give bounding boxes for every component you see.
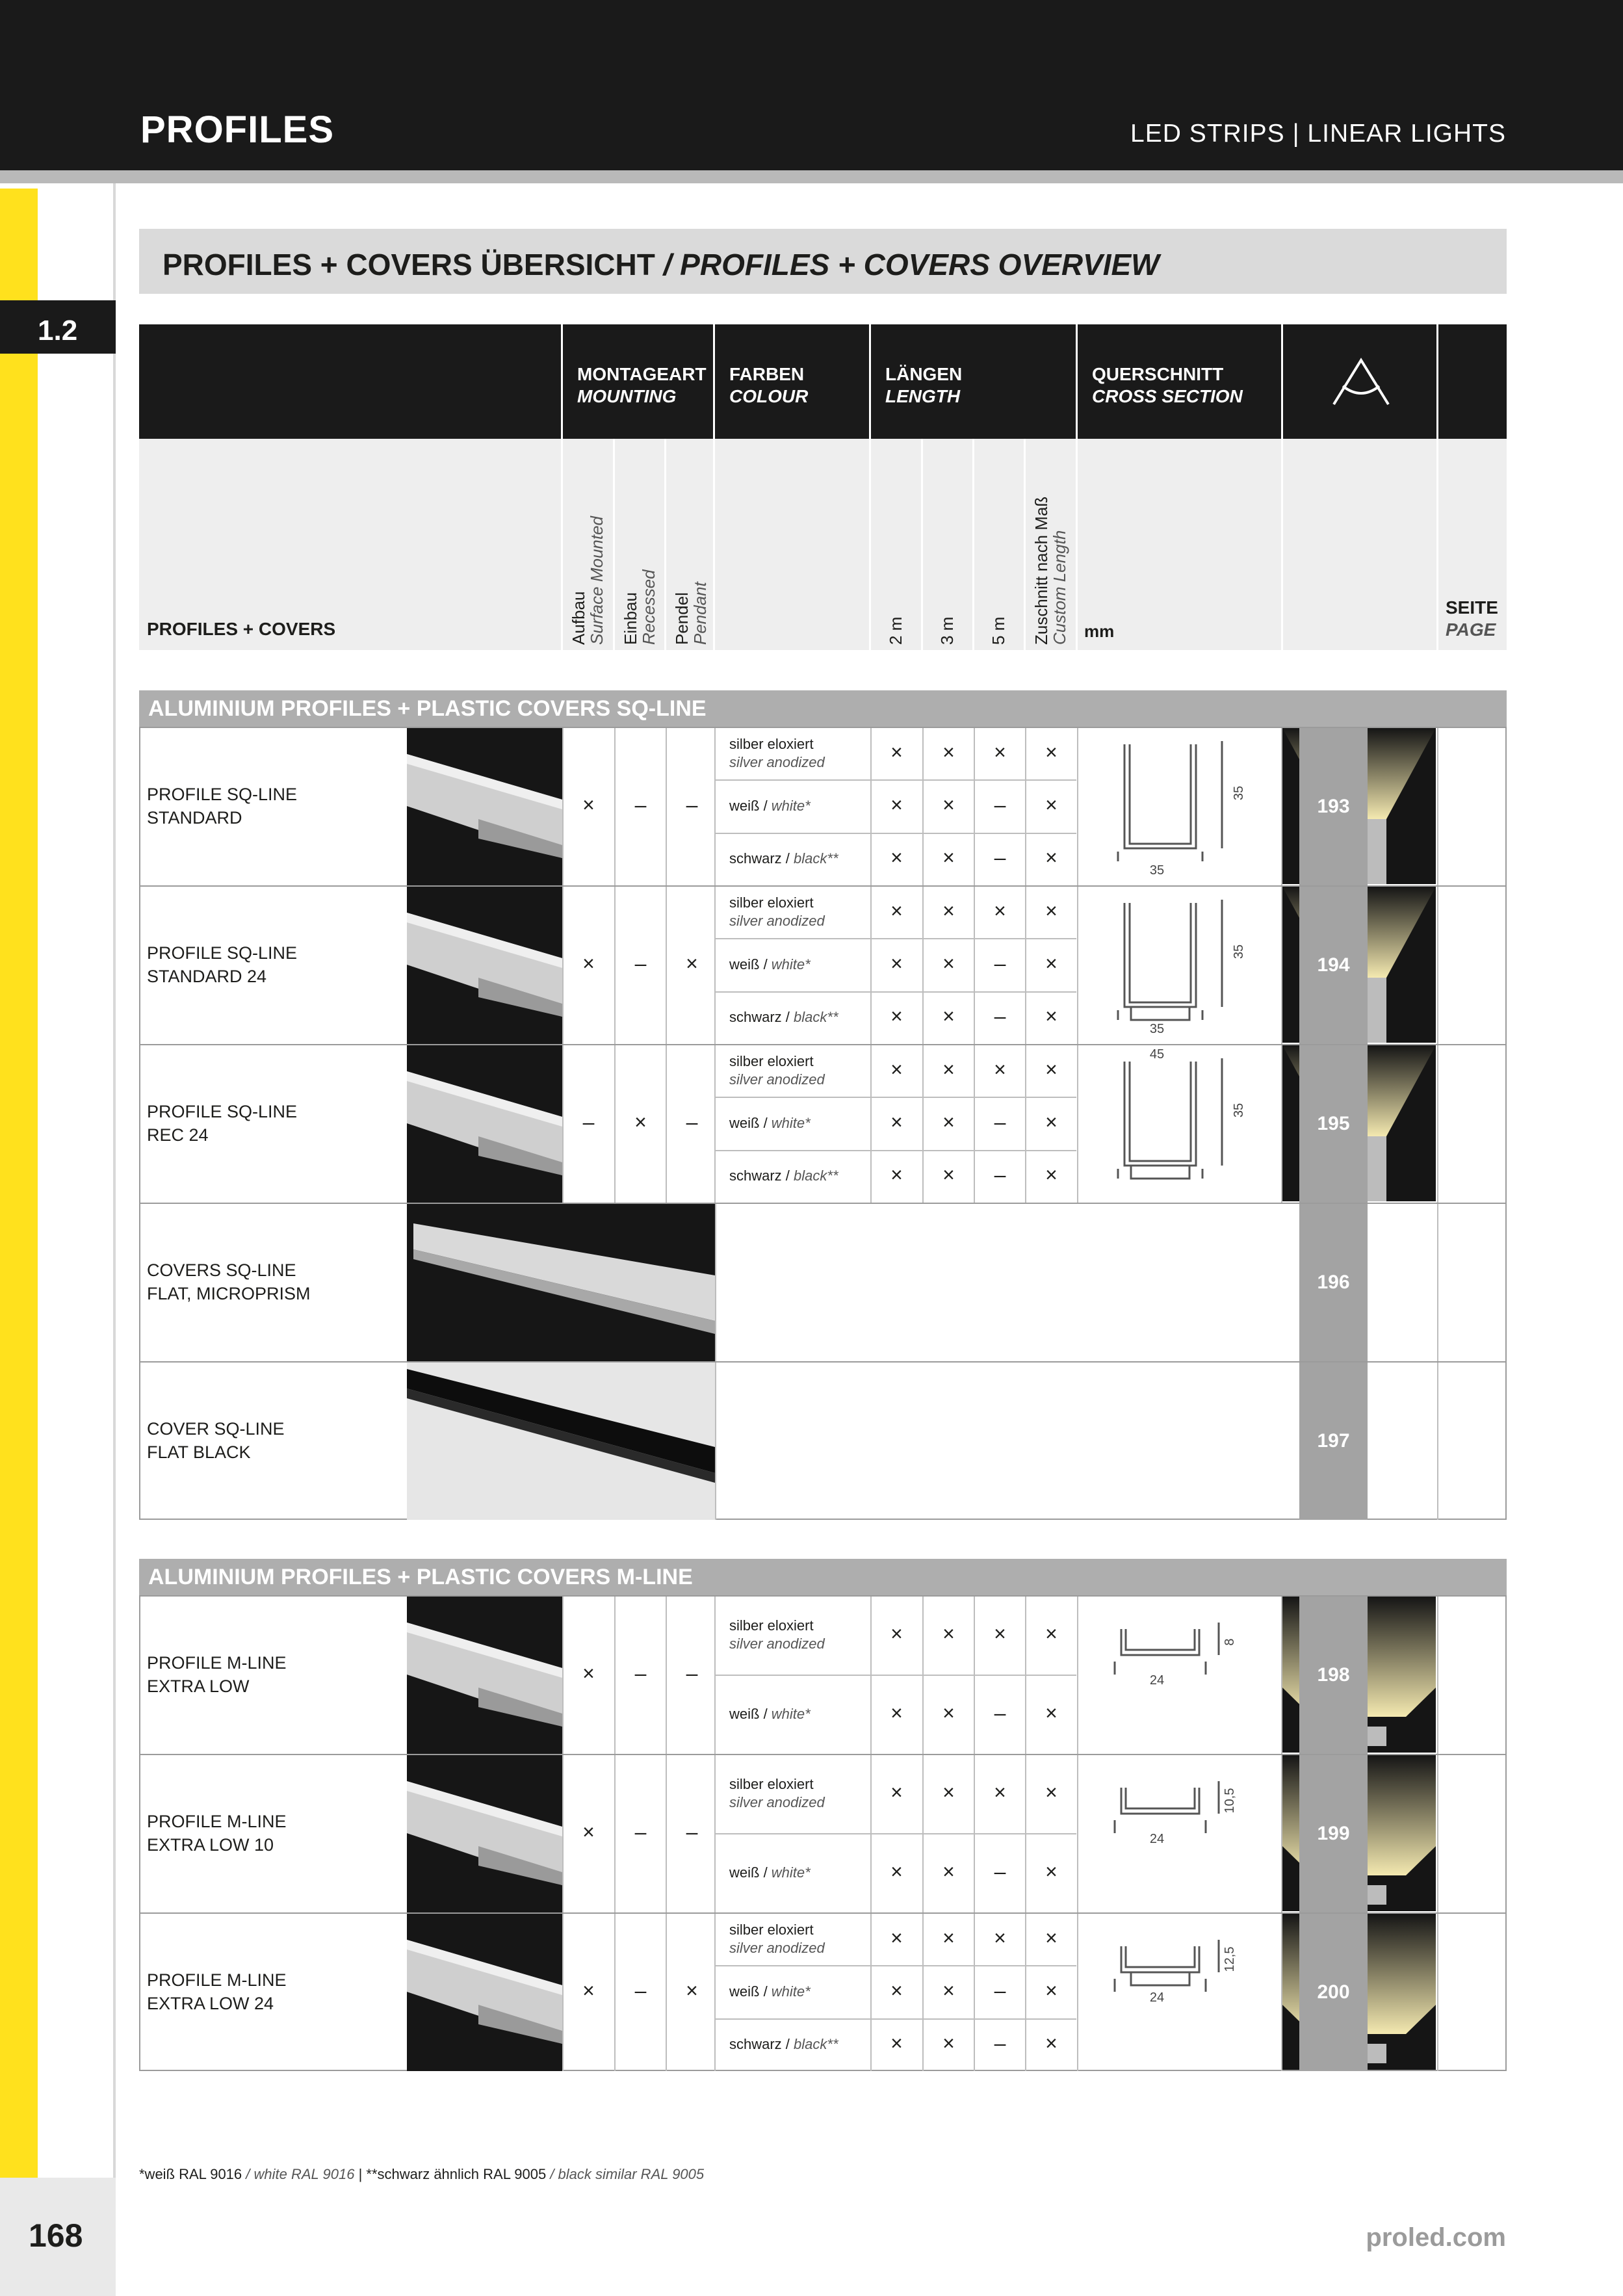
col-sep xyxy=(1024,439,1026,650)
mount-mark: × xyxy=(582,952,595,975)
dimension-width: 45 xyxy=(1149,1047,1165,1062)
colour-de: weiß xyxy=(729,1864,760,1881)
footnote-white-de: *weiß RAL 9016 xyxy=(139,2166,242,2182)
colour-row-divider xyxy=(715,991,1076,993)
colour-label xyxy=(729,1921,825,1957)
label-surface-de: Aufbau xyxy=(569,591,588,645)
page-reference[interactable]: 200 xyxy=(1299,1914,1368,2071)
header-mounting-de: MONTAGEART xyxy=(577,364,707,384)
colour-label: weiß / white* xyxy=(729,1864,811,1881)
label-pendant xyxy=(673,582,709,645)
length-mark: × xyxy=(890,1925,903,1950)
dimension-width: 35 xyxy=(1149,1022,1165,1036)
col-sep xyxy=(1281,439,1283,650)
length-mark: × xyxy=(942,1163,955,1187)
page-reference[interactable]: 198 xyxy=(1299,1597,1368,1754)
colour-label: weiß / white* xyxy=(729,1706,811,1722)
colour-en: white* xyxy=(771,1864,811,1881)
length-mark: × xyxy=(1045,1701,1058,1725)
page-heading-en: / PROFILES + COVERS OVERVIEW xyxy=(663,248,1160,281)
product-photo xyxy=(407,1045,562,1203)
cell-border xyxy=(1437,728,1438,885)
header-title: PROFILES xyxy=(140,109,335,151)
page-number: 168 xyxy=(29,2217,83,2254)
cell-border xyxy=(1437,1363,1438,1520)
length-mark: × xyxy=(1045,952,1058,975)
col-sep xyxy=(869,439,871,650)
col-sep xyxy=(1436,439,1438,650)
mount-mark: × xyxy=(582,793,595,816)
length-mark: × xyxy=(942,1860,955,1883)
product-name: COVER SQ-LINE FLAT BLACK xyxy=(147,1419,285,1462)
cell-border xyxy=(715,1363,716,1520)
cross-section-drawing xyxy=(1079,887,1282,1043)
colour-en: black** xyxy=(794,2036,838,2053)
length-mark: – xyxy=(994,1004,1006,1028)
length-mark: – xyxy=(994,846,1006,870)
colour-de: weiß xyxy=(729,1983,760,2000)
colour-row-divider xyxy=(715,938,1076,939)
colour-de: silber eloxiert xyxy=(729,1921,814,1938)
length-mark: × xyxy=(942,952,955,975)
length-mark: × xyxy=(942,2031,955,2055)
label-custom-de: Zuschnitt nach Maß xyxy=(1032,496,1051,645)
colour-en: black** xyxy=(794,850,838,867)
label-page-en: PAGE xyxy=(1446,620,1496,640)
length-mark: × xyxy=(1045,898,1058,922)
header-sep xyxy=(1436,324,1438,439)
footnote-white-en: / white RAL 9016 xyxy=(246,2166,355,2182)
colour-de: silber eloxiert xyxy=(729,1776,814,1792)
colour-de: silber eloxiert xyxy=(729,1052,814,1069)
page-reference[interactable]: 194 xyxy=(1299,887,1368,1044)
colour-label xyxy=(729,1775,825,1812)
length-mark: × xyxy=(1045,2031,1058,2055)
cell-border xyxy=(1437,1914,1438,2071)
length-mark: × xyxy=(1045,1622,1058,1645)
cell-border xyxy=(1077,1755,1078,1912)
product-name: PROFILE SQ-LINE REC 24 xyxy=(147,1102,298,1145)
header-sep xyxy=(1076,324,1078,439)
colour-label: schwarz / black** xyxy=(729,2036,838,2053)
length-mark: × xyxy=(942,1622,955,1645)
header-colour-en: COLOUR xyxy=(729,386,809,406)
length-mark: × xyxy=(890,1110,903,1134)
website-link[interactable]: proled.com xyxy=(1366,2223,1506,2252)
length-mark: × xyxy=(942,1004,955,1028)
label-len5: 5 m xyxy=(989,616,1008,645)
length-mark: × xyxy=(942,898,955,922)
label-len2: 2 m xyxy=(886,616,905,645)
col-sep xyxy=(921,439,923,650)
header-cross-en: CROSS SECTION xyxy=(1092,386,1243,406)
product-name: PROFILE SQ-LINE STANDARD xyxy=(147,785,298,828)
header-mounting-en: MOUNTING xyxy=(577,386,677,406)
dimension-height: 35 xyxy=(1232,785,1246,801)
colour-en: white* xyxy=(771,956,811,972)
length-mark: × xyxy=(890,1979,903,2002)
colour-label: weiß / white* xyxy=(729,956,811,972)
mount-mark: – xyxy=(686,1820,698,1844)
product-photo xyxy=(407,887,562,1044)
length-mark: – xyxy=(994,1979,1006,2002)
table-subheader xyxy=(139,439,1507,650)
colour-en: silver anodized xyxy=(729,912,825,929)
colour-label: weiß / white* xyxy=(729,798,811,814)
label-pendant-en: Pendant xyxy=(690,582,710,645)
cell-border xyxy=(1437,887,1438,1044)
length-mark: × xyxy=(994,1622,1006,1645)
product-photo xyxy=(407,1204,715,1361)
mount-mark: – xyxy=(686,793,698,816)
length-mark: × xyxy=(942,793,955,816)
label-len3: 3 m xyxy=(937,616,957,645)
cross-section-drawing xyxy=(1079,1914,1282,2070)
cross-section-drawing xyxy=(1079,1755,1282,1911)
length-mark: × xyxy=(942,1110,955,1134)
colour-label xyxy=(729,1052,825,1089)
length-mark: × xyxy=(890,1163,903,1187)
length-mark: × xyxy=(890,1057,903,1081)
header-colour xyxy=(715,324,868,439)
profile-image xyxy=(407,1045,562,1203)
col-sep xyxy=(664,439,666,650)
colour-de: silber eloxiert xyxy=(729,894,814,911)
length-mark: × xyxy=(890,952,903,975)
dimension-height: 12,5 xyxy=(1223,1946,1237,1972)
mount-mark: – xyxy=(634,1820,647,1844)
length-mark: × xyxy=(942,740,955,764)
colour-en: white* xyxy=(771,798,811,814)
page-reference[interactable]: 199 xyxy=(1299,1755,1368,1912)
dimension-height: 35 xyxy=(1232,944,1246,959)
colour-label: weiß / white* xyxy=(729,1983,811,2000)
dimension-height: 8 xyxy=(1223,1638,1237,1646)
cell-border xyxy=(715,1204,716,1361)
mount-mark: – xyxy=(634,1662,647,1685)
cross-section-drawing xyxy=(1079,728,1282,884)
label-pendant-de: Pendel xyxy=(672,592,692,645)
colour-label: weiß / white* xyxy=(729,1115,811,1131)
dimension-width: 24 xyxy=(1149,1990,1165,2005)
label-custom xyxy=(1032,497,1069,645)
colour-row-divider xyxy=(715,833,1076,834)
length-mark: × xyxy=(994,1925,1006,1950)
length-mark: × xyxy=(890,1622,903,1645)
length-mark: × xyxy=(1045,1163,1058,1187)
colour-en: white* xyxy=(771,1706,811,1722)
length-mark: × xyxy=(1045,1860,1058,1883)
length-mark: × xyxy=(1045,740,1058,764)
yellow-side-bar xyxy=(0,189,38,2178)
colour-label: schwarz / black** xyxy=(729,1168,838,1184)
label-recessed-en: Recessed xyxy=(639,569,658,645)
col-sep xyxy=(561,439,563,650)
mount-mark: × xyxy=(686,952,698,975)
length-mark: × xyxy=(994,1057,1006,1081)
colour-row-divider xyxy=(715,1097,1076,1098)
product-name: PROFILE M-LINE EXTRA LOW 24 xyxy=(147,1970,287,2013)
length-mark: × xyxy=(890,740,903,764)
header-mounting xyxy=(563,324,712,439)
colour-de: silber eloxiert xyxy=(729,1617,814,1634)
mount-mark: × xyxy=(686,1979,698,2002)
page-reference[interactable]: 193 xyxy=(1299,728,1368,885)
colour-de: schwarz xyxy=(729,2036,782,2053)
mount-mark: – xyxy=(582,1110,595,1134)
product-name: COVERS SQ-LINE FLAT, MICROPRISM xyxy=(147,1260,311,1303)
label-recessed xyxy=(621,569,658,645)
colour-de: weiß xyxy=(729,1706,760,1722)
cell-border xyxy=(1077,1045,1078,1203)
mount-mark: × xyxy=(582,1820,595,1844)
page-reference[interactable]: 197 xyxy=(1299,1363,1368,1520)
col-sep xyxy=(972,439,974,650)
side-rule xyxy=(113,183,116,2296)
page-heading xyxy=(139,229,1507,294)
colour-row-divider xyxy=(715,1965,1076,1966)
cell-border xyxy=(1437,1597,1438,1754)
colour-en: black** xyxy=(794,1009,838,1026)
length-mark: × xyxy=(890,846,903,870)
profile-image xyxy=(407,728,562,885)
profile-image xyxy=(407,1597,562,1754)
length-mark: × xyxy=(1045,1110,1058,1134)
header-length-en: LENGTH xyxy=(885,386,961,406)
col-sep xyxy=(613,439,615,650)
label-custom-en: Custom Length xyxy=(1050,530,1069,645)
label-mm: mm xyxy=(1084,621,1115,641)
product-photo xyxy=(407,1597,562,1754)
dimension-width: 35 xyxy=(1149,863,1165,878)
footnote xyxy=(139,2166,704,2183)
cell-border xyxy=(1437,1755,1438,1912)
length-mark: × xyxy=(942,1781,955,1804)
length-mark: × xyxy=(942,1925,955,1950)
length-mark: × xyxy=(1045,1781,1058,1804)
length-mark: – xyxy=(994,1110,1006,1134)
mount-mark: × xyxy=(634,1110,647,1134)
product-name: PROFILE M-LINE EXTRA LOW xyxy=(147,1653,287,1696)
length-mark: × xyxy=(942,846,955,870)
length-mark: × xyxy=(890,1701,903,1725)
profile-image xyxy=(407,887,562,1044)
header-sep xyxy=(1281,324,1283,439)
header-cross xyxy=(1078,324,1280,439)
header-length xyxy=(871,324,1075,439)
cell-border xyxy=(1437,1045,1438,1203)
mount-mark: – xyxy=(686,1662,698,1685)
length-mark: × xyxy=(994,898,1006,922)
label-page xyxy=(1446,597,1498,641)
colour-en: silver anodized xyxy=(729,1939,825,1956)
product-photo xyxy=(407,1755,562,1912)
mount-mark: – xyxy=(634,1979,647,2002)
cell-border xyxy=(1437,1204,1438,1361)
colour-label: schwarz / black** xyxy=(729,850,838,867)
cell-border xyxy=(1077,887,1078,1044)
length-mark: × xyxy=(890,793,903,816)
colour-row-divider xyxy=(715,2018,1076,2020)
beam-angle-icon xyxy=(1330,356,1392,408)
page-reference[interactable]: 196 xyxy=(1299,1204,1368,1361)
footnote-black-en: / black similar RAL 9005 xyxy=(550,2166,705,2182)
colour-row-divider xyxy=(715,1150,1076,1151)
colour-de: schwarz xyxy=(729,1168,782,1184)
product-name: PROFILE SQ-LINE STANDARD 24 xyxy=(147,943,298,986)
section-number: 1.2 xyxy=(0,300,116,354)
colour-row-divider xyxy=(715,779,1076,781)
mount-mark: – xyxy=(686,1110,698,1134)
footnote-black-de: | **schwarz ähnlich RAL 9005 xyxy=(358,2166,547,2182)
col-sep xyxy=(1076,439,1078,650)
cross-section-drawing xyxy=(1079,1045,1282,1201)
section-title: ALUMINIUM PROFILES + PLASTIC COVERS SQ-LINE xyxy=(139,690,1507,727)
length-mark: × xyxy=(1045,846,1058,870)
profile-image xyxy=(407,1755,562,1912)
mount-mark: × xyxy=(582,1662,595,1685)
length-mark: × xyxy=(1045,1057,1058,1081)
dimension-width: 24 xyxy=(1149,1673,1165,1688)
label-surface-en: Surface Mounted xyxy=(587,515,606,645)
colour-de: weiß xyxy=(729,956,760,972)
length-mark: × xyxy=(1045,1925,1058,1950)
cross-section-drawing xyxy=(1079,1597,1282,1753)
cell-border xyxy=(1077,1914,1078,2071)
page-reference[interactable]: 195 xyxy=(1299,1045,1368,1203)
cell-border xyxy=(1077,1597,1078,1754)
header-sep xyxy=(869,324,871,439)
header-cross-de: QUERSCHNITT xyxy=(1092,364,1224,384)
top-bar-strip xyxy=(0,170,1623,183)
colour-en: silver anodized xyxy=(729,1071,825,1088)
colour-label xyxy=(729,1617,825,1653)
length-mark: × xyxy=(890,2031,903,2055)
cell-border xyxy=(1077,728,1078,885)
mount-mark: – xyxy=(634,793,647,816)
colour-en: silver anodized xyxy=(729,753,825,770)
colour-label: schwarz / black** xyxy=(729,1009,838,1026)
header-colour-de: FARBEN xyxy=(729,364,805,384)
product-photo xyxy=(407,728,562,885)
colour-en: silver anodized xyxy=(729,1794,825,1810)
mount-mark: – xyxy=(634,952,647,975)
profile-image xyxy=(407,1914,562,2071)
length-mark: – xyxy=(994,952,1006,975)
colour-de: silber eloxiert xyxy=(729,735,814,752)
profile-image xyxy=(407,1363,715,1520)
length-mark: × xyxy=(1045,793,1058,816)
label-recessed-de: Einbau xyxy=(621,592,640,645)
label-page-de: SEITE xyxy=(1446,597,1498,618)
label-surface xyxy=(569,516,606,645)
length-mark: – xyxy=(994,1701,1006,1725)
header-category: LED STRIPS | LINEAR LIGHTS xyxy=(1130,120,1506,148)
mount-mark: × xyxy=(582,1979,595,2002)
length-mark: × xyxy=(890,1860,903,1883)
section-title: ALUMINIUM PROFILES + PLASTIC COVERS M-LINE xyxy=(139,1559,1507,1595)
label-profiles-covers: PROFILES + COVERS xyxy=(147,619,336,639)
colour-label xyxy=(729,735,825,772)
page-heading-de: PROFILES + COVERS ÜBERSICHT xyxy=(162,248,655,281)
col-sep xyxy=(713,439,715,650)
colour-en: silver anodized xyxy=(729,1636,825,1652)
length-mark: – xyxy=(994,793,1006,816)
colour-de: schwarz xyxy=(729,850,782,867)
header-sep xyxy=(561,324,563,439)
colour-de: schwarz xyxy=(729,1009,782,1026)
length-mark: – xyxy=(994,1163,1006,1187)
product-name: PROFILE M-LINE EXTRA LOW 10 xyxy=(147,1812,287,1855)
length-mark: × xyxy=(942,1979,955,2002)
length-mark: × xyxy=(890,898,903,922)
colour-en: black** xyxy=(794,1168,838,1184)
colour-en: white* xyxy=(771,1115,811,1131)
length-mark: × xyxy=(942,1057,955,1081)
length-mark: × xyxy=(890,1781,903,1804)
header-sep xyxy=(713,324,715,439)
length-mark: × xyxy=(1045,1979,1058,2002)
profile-image xyxy=(407,1204,715,1361)
length-mark: – xyxy=(994,1860,1006,1883)
product-photo xyxy=(407,1363,715,1520)
length-mark: × xyxy=(942,1701,955,1725)
colour-label xyxy=(729,894,825,930)
length-mark: – xyxy=(994,2031,1006,2055)
colour-row-divider xyxy=(715,1833,1076,1834)
dimension-width: 24 xyxy=(1149,1832,1165,1846)
length-mark: × xyxy=(890,1004,903,1028)
length-mark: × xyxy=(994,1781,1006,1804)
colour-en: white* xyxy=(771,1983,811,2000)
colour-row-divider xyxy=(715,1675,1076,1676)
header-length-de: LÄNGEN xyxy=(885,364,963,384)
dimension-height: 10,5 xyxy=(1223,1788,1237,1814)
length-mark: × xyxy=(994,740,1006,764)
colour-de: weiß xyxy=(729,798,760,814)
length-mark: × xyxy=(1045,1004,1058,1028)
colour-de: weiß xyxy=(729,1115,760,1131)
dimension-height: 35 xyxy=(1232,1102,1246,1118)
product-photo xyxy=(407,1914,562,2071)
